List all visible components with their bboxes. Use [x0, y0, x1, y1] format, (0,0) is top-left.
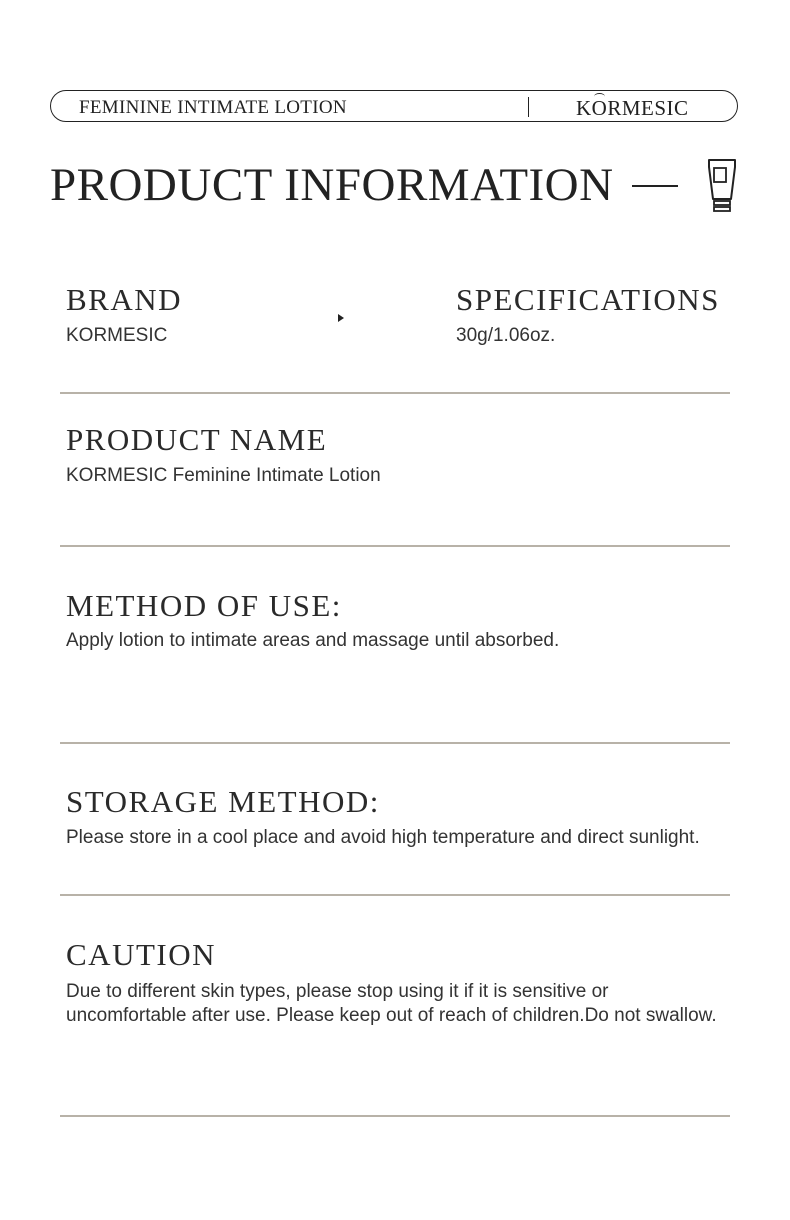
section-divider [60, 742, 730, 744]
method-of-use-value: Apply lotion to intimate areas and massage until absorbed. [66, 630, 560, 651]
title-dash [632, 185, 678, 187]
header-divider [528, 97, 529, 117]
specifications-heading: SPECIFICATIONS [456, 282, 720, 317]
brand-heading: BRAND [66, 282, 183, 317]
method-of-use-heading: METHOD OF USE: [66, 588, 342, 623]
page-title: PRODUCT INFORMATION [50, 159, 614, 211]
section-divider [60, 1115, 730, 1117]
storage-method-value: Please store in a cool place and avoid high temperature and direct sunlight. [66, 827, 700, 848]
product-name-value: KORMESIC Feminine Intimate Lotion [66, 465, 381, 486]
storage-method-heading: STORAGE METHOD: [66, 784, 380, 819]
caution-value: Due to different skin types, please stop using it if it is sensitive or uncomfortable after use. Please keep out of reach of children.Do not swallow. [66, 981, 717, 1026]
brand-value: KORMESIC [66, 325, 168, 346]
section-divider [60, 894, 730, 896]
header-pill [50, 90, 738, 122]
play-triangle-icon [338, 314, 344, 322]
product-label: FEMININE INTIMATE LOTION [79, 97, 347, 118]
product-name-heading: PRODUCT NAME [66, 422, 328, 457]
specifications-value: 30g/1.06oz. [456, 325, 556, 346]
caution-heading: CAUTION [66, 937, 216, 972]
section-divider [60, 392, 730, 394]
brand-logo: KORMESIC [576, 96, 689, 120]
section-divider [60, 545, 730, 547]
lotion-tube-icon [706, 157, 738, 218]
